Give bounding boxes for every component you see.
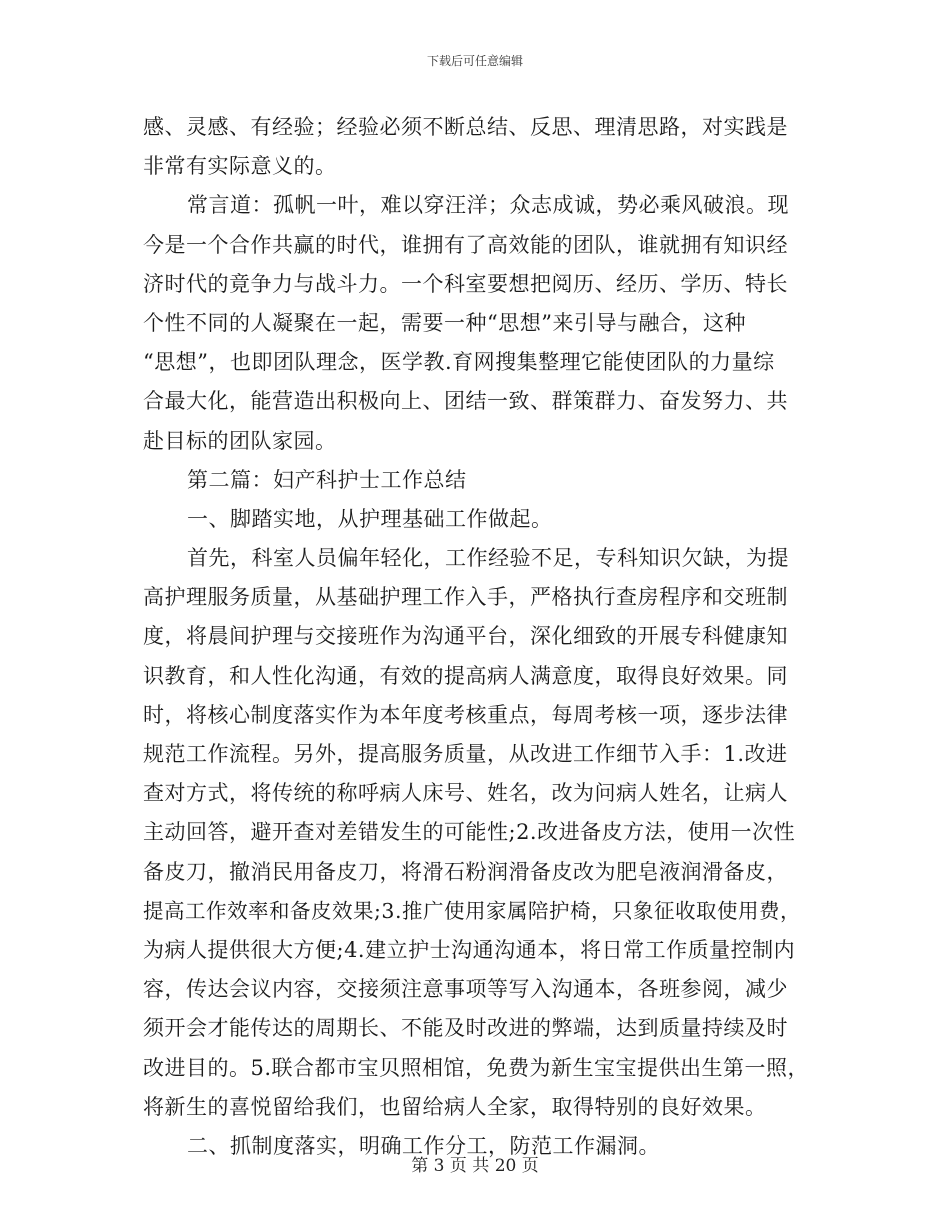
- text-line: 查对方式，将传统的称呼病人床号、姓名，改为问病人姓名，让病人: [143, 781, 788, 806]
- text-line: 济时代的竟争力与战斗力。一个科室要想把阅历、经历、学历、特长: [143, 271, 788, 296]
- text-line: 常言道：孤帆一叶，难以穿汪洋；众志成诚，势必乘风破浪。现: [187, 193, 789, 218]
- text-line: 个性不同的人凝聚在一起，需要一种“思想”来引导与融合，这种: [143, 310, 746, 335]
- text-line: 赴目标的团队家园。: [143, 428, 337, 453]
- text-line: 为病人提供很大方便;4.建立护士沟通沟通本，将日常工作质量控制内: [143, 937, 796, 962]
- text-line: 规范工作流程。另外，提高服务质量，从改进工作细节入手：1.改进: [143, 742, 788, 766]
- text-line: 备皮刀，撤消民用备皮刀，将滑石粉润滑备皮改为肥皂液润滑备皮，: [143, 859, 788, 884]
- text-line: 改进目的。5.联合都市宝贝照相馆，免费为新生宝宝提供出生第一照，: [143, 1055, 810, 1080]
- text-line: 首先，科室人员偏年轻化，工作经验不足，专科知识欠缺，为提: [187, 546, 789, 571]
- text-line: 二、抓制度落实，明确工作分工，防范工作漏洞。: [187, 1133, 660, 1158]
- text-line: 将新生的喜悦留给我们，也留给病人全家，取得特别的良好效果。: [143, 1094, 767, 1119]
- text-line: 今是一个合作共赢的时代，谁拥有了高效能的团队，谁就拥有知识经: [143, 232, 788, 257]
- text-line: 高护理服务质量，从基础护理工作入手，严格执行查房程序和交班制: [143, 585, 788, 610]
- text-line: 度，将晨间护理与交接班作为沟通平台，深化细致的开展专科健康知: [143, 624, 788, 649]
- text-line: 感、灵感、有经验；经验必须不断总结、反思、理清思路，对实践是: [143, 115, 788, 139]
- document-body: [143, 108, 813, 1166]
- text-line: “思想”，也即团队理念，医学教.育网搜集整理它能使团队的力量综: [143, 350, 775, 375]
- text-line: 提高工作效率和备皮效果;3.推广使用家属陪护椅，只象征收取使用费，: [143, 898, 801, 923]
- text-line: 识教育，和人性化沟通，有效的提高病人满意度，取得良好效果。同: [143, 663, 788, 688]
- text-line: 容，传达会议内容，交接须注意事项等写入沟通本，各班参阅，减少: [143, 977, 788, 1002]
- text-line: 须开会才能传达的周期长、不能及时改进的弊端，达到质量持续及时: [143, 1016, 788, 1041]
- text-line: 主动回答，避开查对差错发生的可能性;2.改进备皮方法，使用一次性: [143, 820, 796, 845]
- page-footer: 第 3 页 共 20 页: [411, 1156, 539, 1176]
- text-line: 一、脚踏实地，从护理基础工作做起。: [187, 506, 553, 531]
- page-header: 下载后可任意编辑: [426, 54, 523, 68]
- text-line: 时，将核心制度落实作为本年度考核重点，每周考核一项，逐步法律: [143, 702, 788, 727]
- text-line: 第二篇：妇产科护士工作总结: [187, 467, 467, 492]
- text-line: 非常有实际意义的。: [143, 154, 337, 179]
- text-line: 合最大化，能营造出积极向上、团结一致、群策群力、奋发努力、共: [143, 389, 788, 414]
